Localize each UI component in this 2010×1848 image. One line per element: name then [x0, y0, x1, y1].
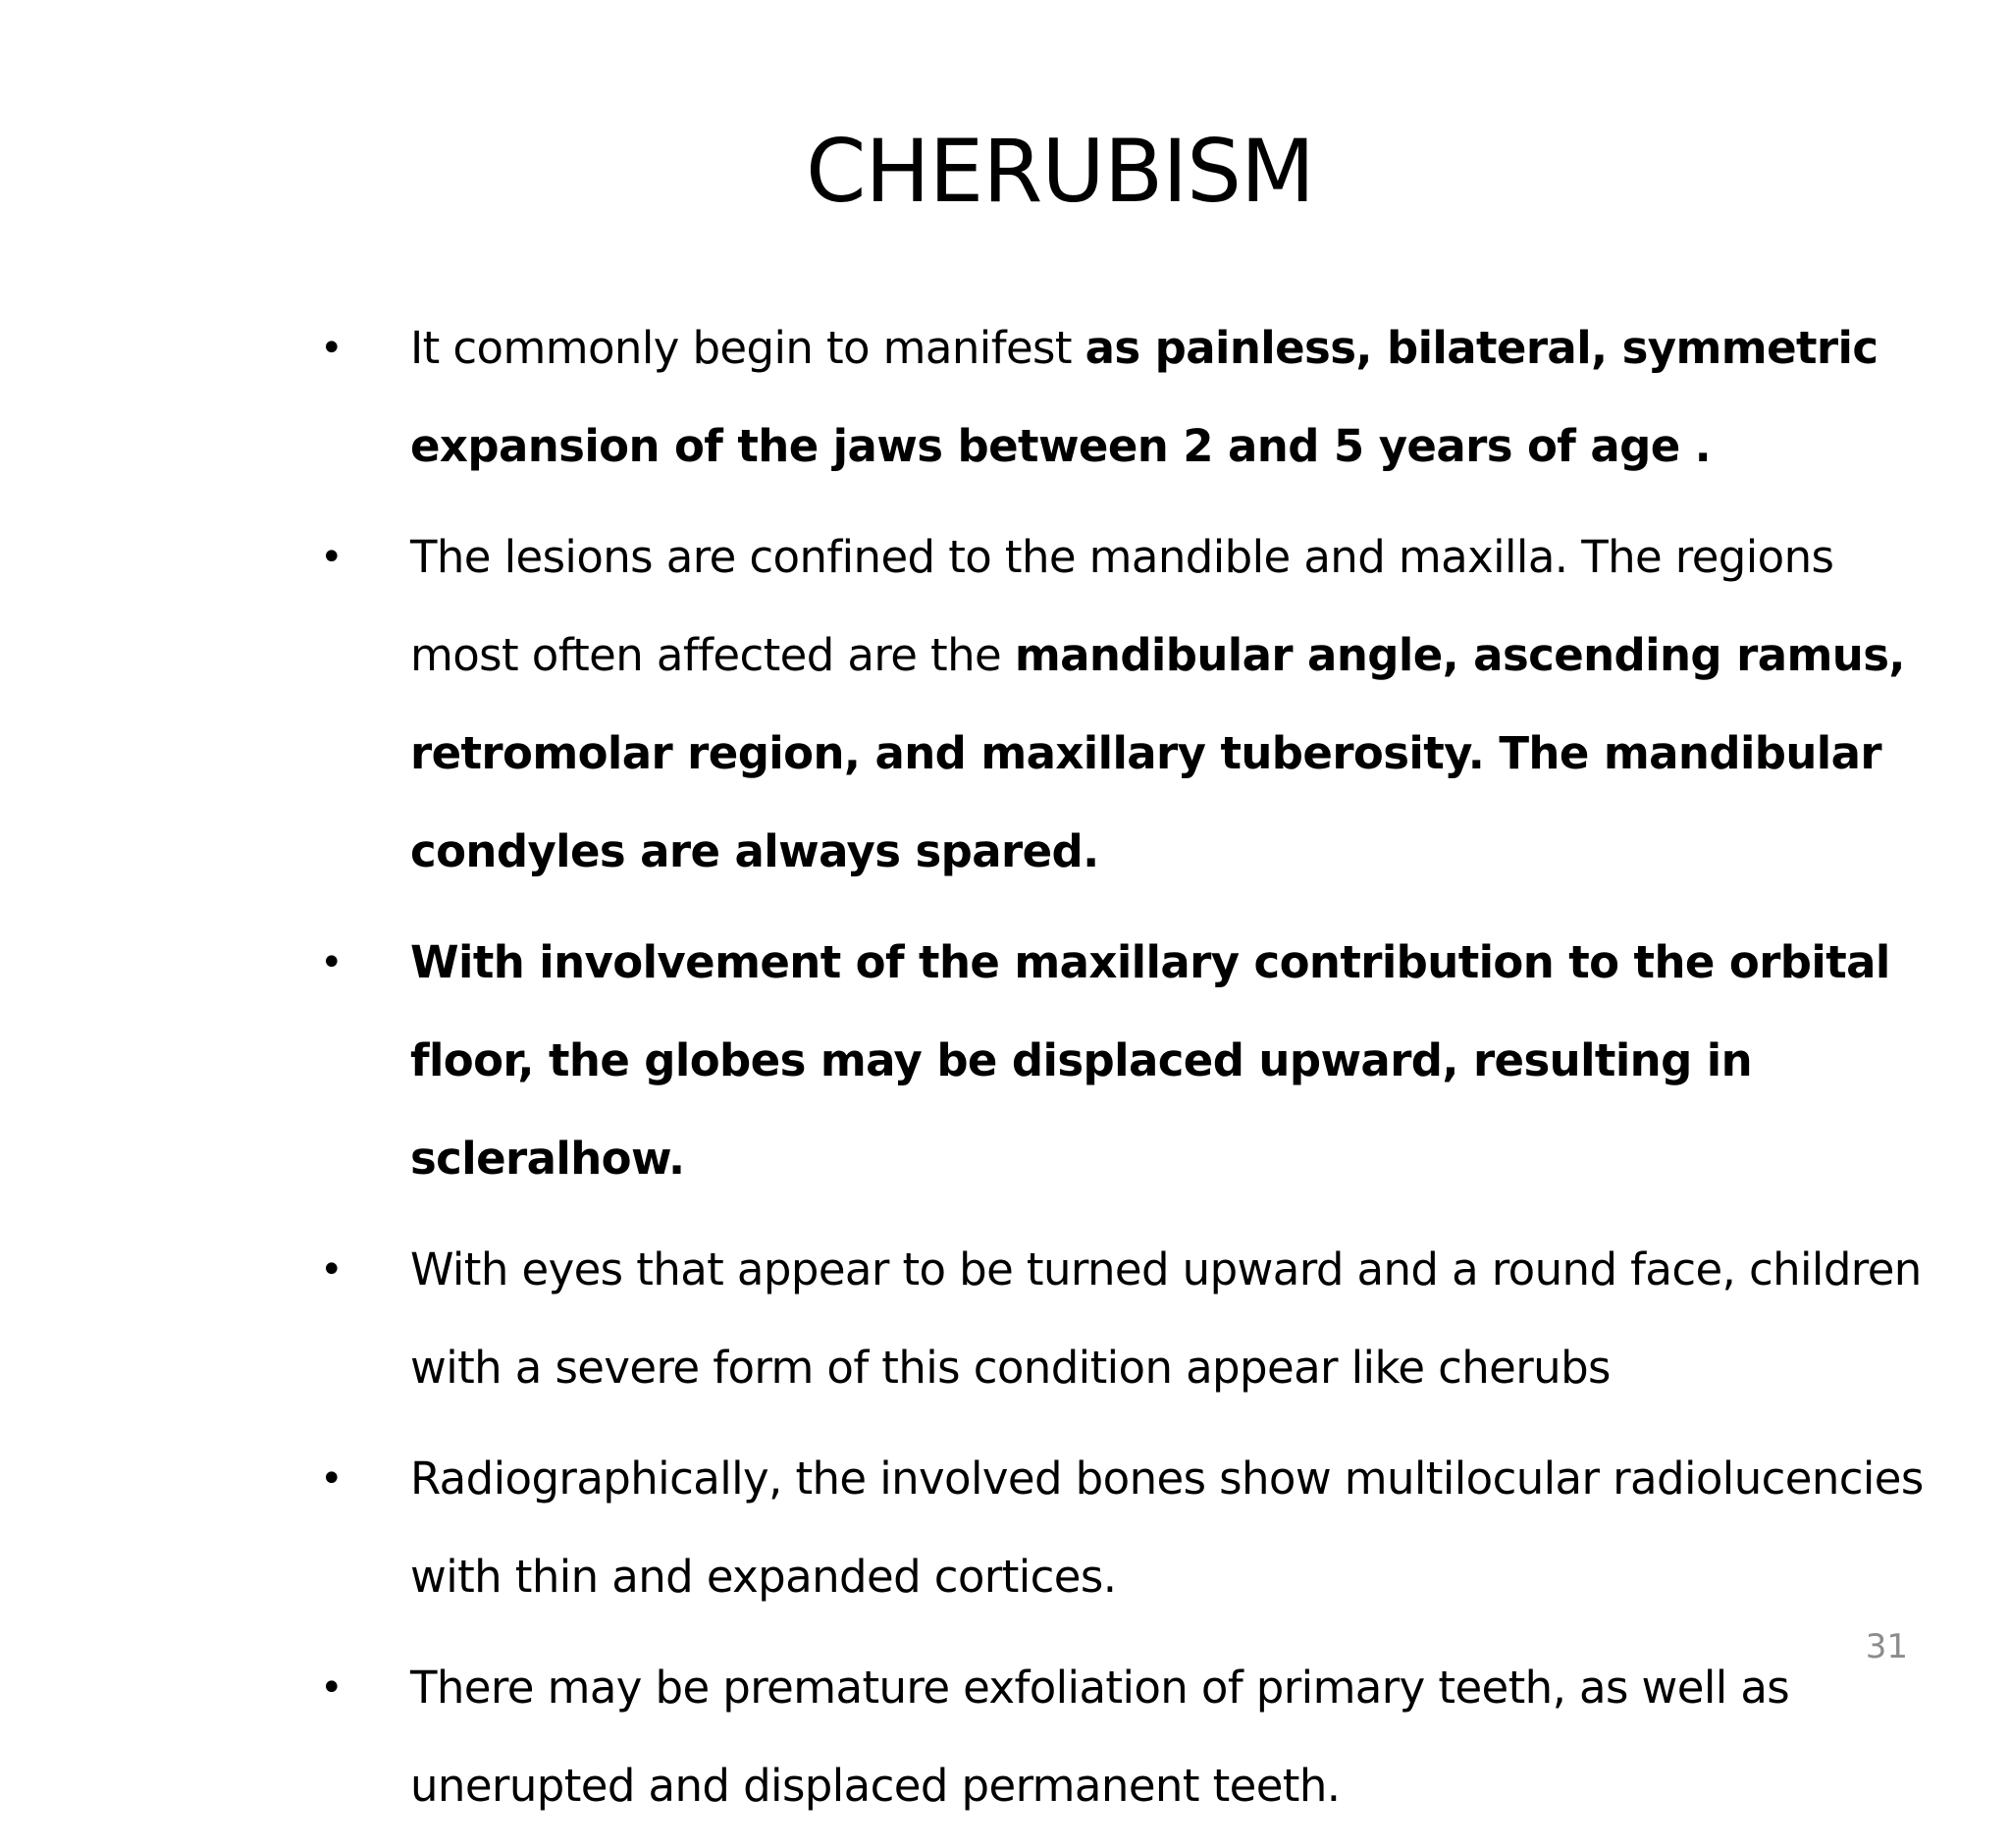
- bullet-segment: Radiographically, the involved bones show multilocular radiolucencies with thin and expanded cortices.: [410, 1452, 1924, 1603]
- bullet-segment: With eyes that appear to be turned upward and a round face, children with a severe form of this condition appear like cherubs: [410, 1243, 1922, 1394]
- bullet-item: [320, 1430, 1949, 1626]
- bullet-text: [410, 1662, 1789, 1812]
- bullet-segment-bold: With involvement of the maxillary contribution to the orbital floor, the globes may be displaced upward, resulting in scleralhow.: [410, 936, 1890, 1185]
- bullet-segment-bold: as painless, bilateral, symmetric expansion of the jaws between 2 and 5 years of age .: [410, 322, 1878, 472]
- bullet-dot-icon: •: [320, 940, 343, 985]
- bullet-dot-icon: •: [320, 1456, 343, 1502]
- bullet-segment: The lesions are confined to the mandible and maxilla. The regions most often affected are the: [410, 531, 1834, 681]
- bullet-dot-icon: •: [320, 535, 343, 580]
- bullet-text: [410, 1243, 1922, 1394]
- bullet-text: [410, 936, 1890, 1185]
- bullet-item: [320, 299, 1949, 496]
- bullet-segment: There may be premature exfoliation of primary teeth, as well as unerupted and displaced permanent teeth.: [410, 1662, 1790, 1812]
- bullet-item: [320, 1639, 1949, 1835]
- bullet-dot-icon: •: [320, 1247, 343, 1293]
- bullet-text: [410, 322, 1878, 472]
- bullet-item: [320, 914, 1949, 1208]
- bullet-segment-bold: mandibular angle, ascending ramus, retromolar region, and maxillary tuberosity. The mandibular condyles are always spared.: [410, 629, 1905, 877]
- bullet-item: [320, 508, 1949, 901]
- bullet-text: [410, 1452, 1924, 1603]
- bullet-dot-icon: •: [320, 326, 343, 371]
- bullet-list: [320, 299, 1949, 1848]
- bullet-segment: It commonly begin to manifest: [410, 322, 1085, 374]
- bullet-dot-icon: •: [320, 1665, 343, 1711]
- bullet-text: [410, 531, 1905, 877]
- bullet-item: [320, 1221, 1949, 1417]
- slide-title: CHERUBISM: [806, 121, 1314, 222]
- page-number: 31: [1865, 1627, 1908, 1666]
